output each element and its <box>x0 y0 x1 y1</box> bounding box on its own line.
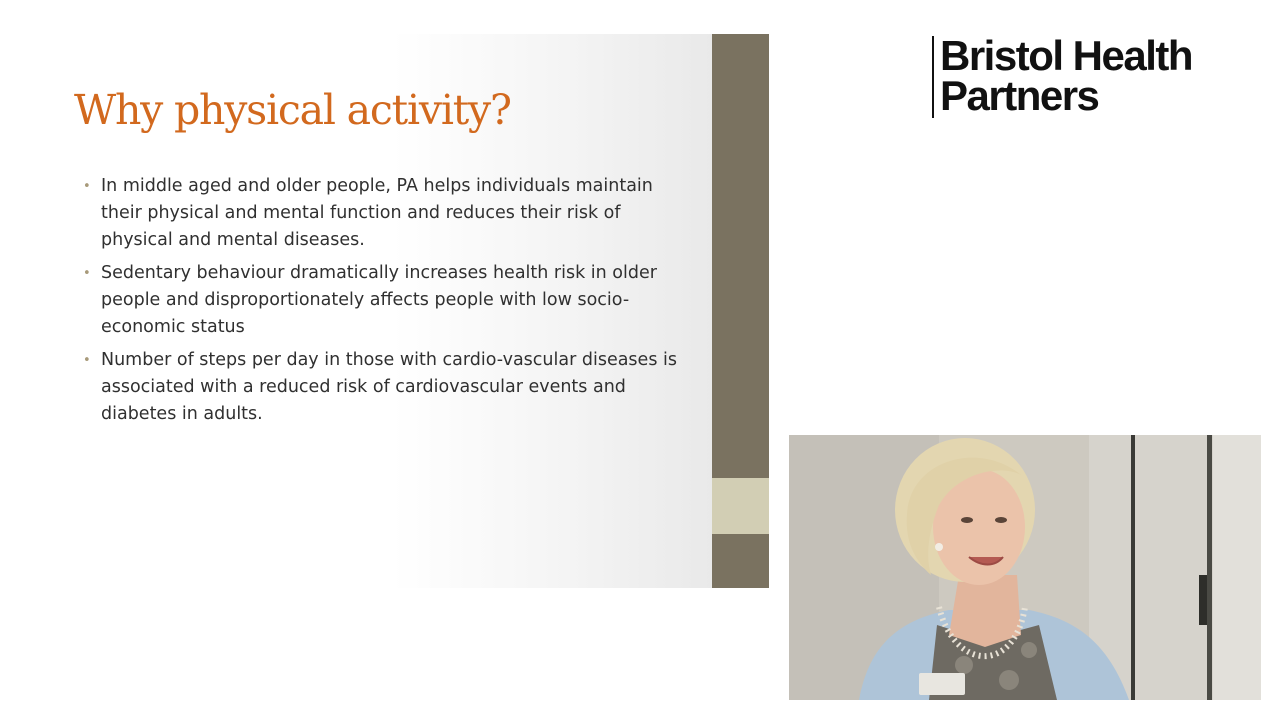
bullet-item <box>83 347 683 428</box>
slide-decoration-bar <box>712 34 769 588</box>
logo-line-2: Partners <box>940 72 1099 119</box>
presentation-slide <box>0 34 712 588</box>
bristol-health-partners-logo <box>932 32 1193 119</box>
bullet-icon: • <box>83 353 91 368</box>
bullet-item <box>83 260 683 341</box>
bullet-text: Number of steps per day in those with cardio-vascular diseases is associated with a reduced risk of cardiovascular events and diabetes in adults. <box>101 350 677 424</box>
bullet-list <box>83 173 683 434</box>
bullet-icon: • <box>83 179 91 194</box>
bullet-text: Sedentary behaviour dramatically increases health risk in older people and disproportionately affects people with low socio-economic status <box>101 263 657 337</box>
bullet-icon: • <box>83 266 91 281</box>
logo-line-1: Bristol Health <box>940 32 1193 79</box>
slide-title: Why physical activity? <box>74 86 511 134</box>
bullet-item <box>83 173 683 254</box>
slide-decoration-accent <box>712 478 769 534</box>
speaker-video-inset <box>789 435 1261 700</box>
speaker-video-picture <box>789 435 1261 700</box>
bullet-text: In middle aged and older people, PA helps individuals maintain their physical and mental function and reduces their risk of physical and mental diseases. <box>101 176 653 250</box>
